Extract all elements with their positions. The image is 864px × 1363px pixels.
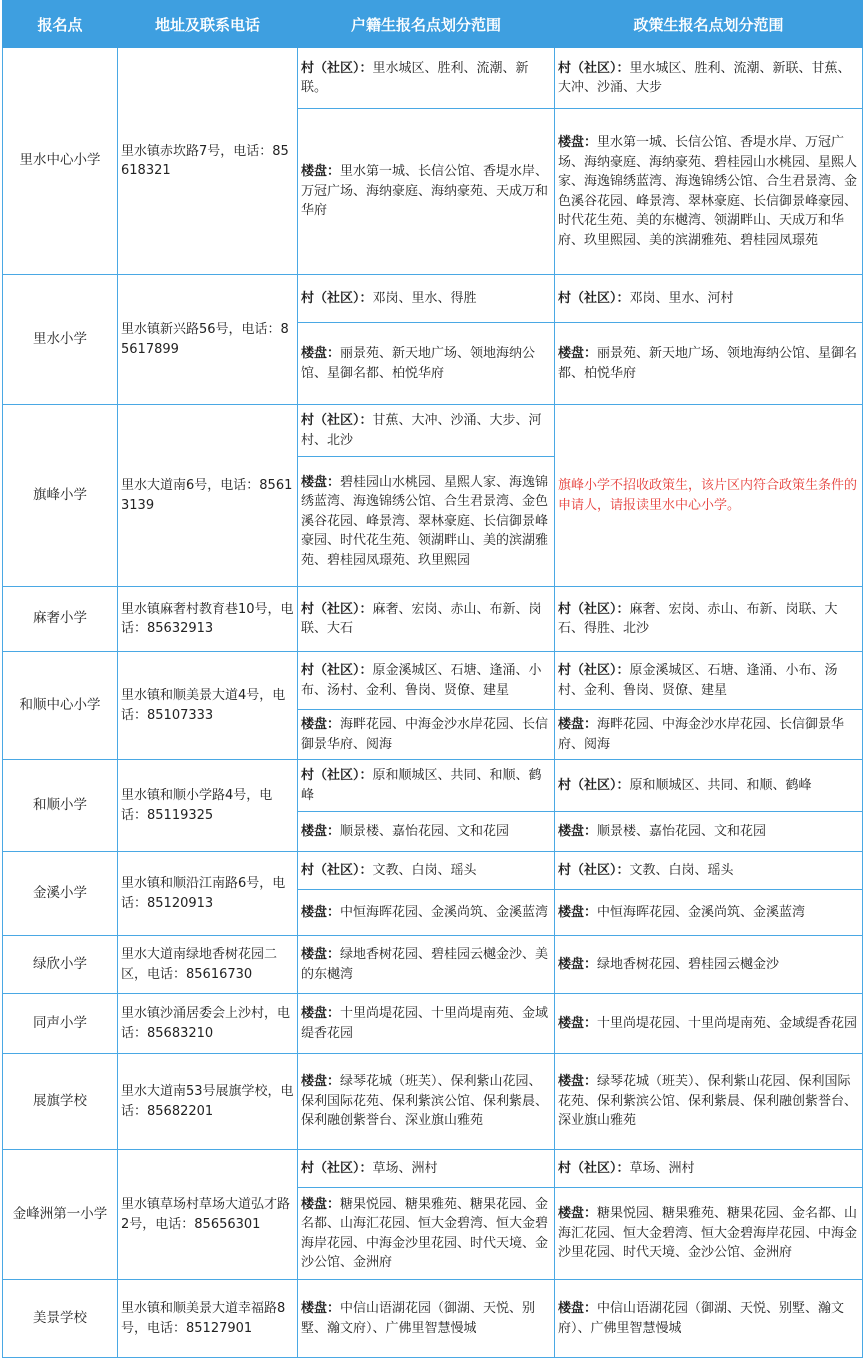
- policy-village: 草场、洲村: [629, 1160, 695, 1176]
- resident-estate-cell: [298, 936, 555, 994]
- estate-label: 楼盘：: [301, 1006, 341, 1021]
- resident-village: 原和顺城区、共同、和顺、鹤峰: [301, 768, 542, 803]
- policy-village-cell: [555, 760, 863, 812]
- header-school: 报名点: [3, 1, 118, 48]
- resident-estate-cell: [298, 994, 555, 1054]
- resident-estate: 丽景苑、新天地广场、领地海纳公馆、星御名都、柏悦华府: [301, 346, 536, 381]
- policy-estate: 中恒海晖花园、金溪尚筑、金溪蓝湾: [597, 904, 806, 920]
- policy-village: 里水城区、胜利、流潮、新联、甘蕉、大冲、沙涌、大步: [558, 60, 851, 95]
- policy-estate: 绿地香树花园、碧桂园云樾金沙: [597, 956, 780, 972]
- school-address: 里水大道南绿地香树花园二区，电话：85616730: [118, 936, 298, 994]
- policy-estate-cell: [555, 323, 863, 405]
- policy-village-cell: [555, 652, 863, 710]
- estate-label: 楼盘：: [301, 1074, 341, 1090]
- policy-estate-cell: [555, 1280, 863, 1358]
- estate-label: 楼盘：: [558, 346, 598, 361]
- enrollment-table: [2, 0, 863, 1358]
- table-row: [3, 1054, 863, 1150]
- policy-estate-cell: [555, 994, 863, 1054]
- policy-estate: 糖果悦园、糖果雅苑、糖果花园、金名都、山海汇花园、恒大金碧湾、恒大金碧海岸花园、中海金沙里花园、时代天境、金沙公馆、金洲府: [558, 1206, 858, 1261]
- estate-label: 楼盘：: [558, 823, 598, 839]
- table-row: [3, 652, 863, 710]
- resident-estate-cell: [298, 710, 555, 760]
- village-label: 村（社区）：: [301, 1160, 373, 1176]
- village-label: 村（社区）：: [301, 862, 373, 878]
- village-label: 村（社区）：: [301, 290, 373, 306]
- header-policy-range: 政策生报名点划分范围: [555, 1, 863, 48]
- school-name: 绿欣小学: [3, 936, 118, 994]
- policy-estate-cell: [555, 109, 863, 275]
- school-address: 里水镇和顺小学路4号，电话：85119325: [118, 760, 298, 852]
- school-name: 里水中心小学: [3, 48, 118, 275]
- resident-estate: 绿琴花城（班芙）、保利紫山花园、保利国际花苑、保利紫滨公馆、保利紫晨、保利融创紫誉台、深业旗山雅苑: [301, 1074, 549, 1129]
- resident-estate-cell: [298, 812, 555, 852]
- school-name: 金溪小学: [3, 852, 118, 936]
- school-address: 里水镇草场村草场大道弘才路2号，电话：85656301: [118, 1150, 298, 1280]
- village-label: 村（社区）：: [301, 413, 373, 428]
- policy-village: 原金溪城区、石塘、逢涌、小布、汤村、金利、鲁岗、贤僚、建星: [558, 663, 838, 698]
- resident-village-cell: [298, 760, 555, 812]
- village-label: 村（社区）：: [558, 290, 630, 306]
- village-label: 村（社区）：: [558, 601, 630, 617]
- policy-note: 旗峰小学不招收政策生，该片区内符合政策生条件的申请人，请报读里水中心小学。: [558, 478, 858, 513]
- school-name: 金峰洲第一小学: [3, 1150, 118, 1280]
- school-name: 和顺小学: [3, 760, 118, 852]
- resident-estate: 中恒海晖花园、金溪尚筑、金溪蓝湾: [340, 904, 549, 920]
- policy-village-cell: [555, 275, 863, 323]
- policy-estate: 中信山语湖花园（御湖、天悦、别墅、瀚文府）、广佛里智慧慢城: [558, 1301, 845, 1336]
- policy-estate: 海畔花园、中海金沙水岸花园、长信御景华府、阅海: [558, 717, 845, 752]
- resident-estate-cell: [298, 1054, 555, 1150]
- estate-label: 楼盘：: [301, 947, 341, 962]
- policy-village: 邓岗、里水、河村: [629, 290, 734, 306]
- resident-village: 文教、白岗、瑶头: [372, 862, 477, 878]
- estate-label: 楼盘：: [558, 1015, 598, 1031]
- table-row: [3, 405, 863, 457]
- school-address: 里水镇沙涌居委会上沙村，电话：85683210: [118, 994, 298, 1054]
- policy-village-cell: [555, 1150, 863, 1188]
- estate-label: 楼盘：: [558, 1074, 598, 1090]
- table-row: [3, 275, 863, 323]
- estate-label: 楼盘：: [301, 717, 341, 732]
- resident-village-cell: [298, 587, 555, 652]
- estate-label: 楼盘：: [558, 904, 598, 920]
- policy-estate-cell: [555, 812, 863, 852]
- resident-village: 邓岗、里水、得胜: [372, 290, 477, 306]
- estate-label: 楼盘：: [301, 904, 341, 920]
- estate-label: 楼盘：: [558, 1206, 598, 1222]
- school-address: 里水镇赤坎路7号，电话：85618321: [118, 48, 298, 275]
- school-address: 里水镇和顺美景大道4号，电话：85107333: [118, 652, 298, 760]
- school-name: 展旗学校: [3, 1054, 118, 1150]
- school-address: 里水镇新兴路56号，电话：85617899: [118, 275, 298, 405]
- estate-label: 楼盘：: [558, 717, 598, 732]
- school-address: 里水镇和顺美景大道幸福路8号，电话：85127901: [118, 1280, 298, 1358]
- school-name: 同声小学: [3, 994, 118, 1054]
- policy-estate-cell: [555, 1188, 863, 1280]
- table-row: [3, 1150, 863, 1188]
- table-row: [3, 1280, 863, 1358]
- resident-village: 甘蕉、大冲、沙涌、大步、河村、北沙: [301, 413, 542, 448]
- estate-label: 楼盘：: [301, 1301, 341, 1316]
- policy-estate-cell: [555, 936, 863, 994]
- village-label: 村（社区）：: [558, 60, 630, 76]
- village-label: 村（社区）：: [301, 663, 373, 678]
- resident-village-cell: [298, 275, 555, 323]
- header-address: 地址及联系电话: [118, 1, 298, 48]
- header-row: [3, 1, 863, 48]
- village-label: 村（社区）：: [301, 60, 373, 76]
- resident-village-cell: [298, 652, 555, 710]
- resident-estate: 中信山语湖花园（御湖、天悦、别墅、瀚文府）、广佛里智慧慢城: [301, 1301, 536, 1336]
- resident-estate: 绿地香树花园、碧桂园云樾金沙、美的东樾湾: [301, 947, 549, 982]
- school-name: 和顺中心小学: [3, 652, 118, 760]
- school-address: 里水镇和顺沿江南路6号，电话：85120913: [118, 852, 298, 936]
- estate-label: 楼盘：: [301, 164, 341, 180]
- resident-estate: 海畔花园、中海金沙水岸花园、长信御景华府、阅海: [301, 717, 549, 752]
- village-label: 村（社区）：: [558, 1160, 630, 1176]
- table-row: [3, 994, 863, 1054]
- village-label: 村（社区）：: [558, 777, 630, 793]
- resident-estate: 顺景楼、嘉怡花园、文和花园: [340, 823, 510, 839]
- policy-village: 麻奢、宏岗、赤山、布新、岗联、大石、得胜、北沙: [558, 601, 838, 636]
- resident-village-cell: [298, 852, 555, 890]
- table-row: [3, 760, 863, 812]
- policy-village-cell: [555, 587, 863, 652]
- estate-label: 楼盘：: [301, 474, 341, 490]
- table-row: [3, 587, 863, 652]
- estate-label: 楼盘：: [301, 346, 341, 361]
- resident-village: 里水城区、胜利、流潮、新联。: [301, 60, 529, 95]
- policy-estate-cell: [555, 890, 863, 936]
- village-label: 村（社区）：: [301, 601, 373, 617]
- resident-estate: 碧桂园山水桃园、星熙人家、海逸锦绣蓝湾、海逸锦绣公馆、合生君景湾、金色溪谷花园、峰景湾、翠林豪庭、长信御景峰豪园、时代花生苑、领湖畔山、美的滨湖雅苑、碧桂园凤璟苑、玖里熙园: [301, 474, 549, 568]
- policy-estate-cell: [555, 1054, 863, 1150]
- table-row: [3, 48, 863, 109]
- village-label: 村（社区）：: [558, 663, 630, 678]
- policy-note-cell: [555, 405, 863, 587]
- resident-estate-cell: [298, 890, 555, 936]
- header-resident-range: 户籍生报名点划分范围: [298, 1, 555, 48]
- policy-village: 原和顺城区、共同、和顺、鹤峰: [629, 777, 812, 793]
- resident-estate: 十里尚堤花园、十里尚堤南苑、金域缇香花园: [301, 1006, 549, 1041]
- village-label: 村（社区）：: [301, 768, 373, 783]
- village-label: 村（社区）：: [558, 862, 630, 878]
- resident-estate-cell: [298, 109, 555, 275]
- resident-estate-cell: [298, 1188, 555, 1280]
- resident-estate: 里水第一城、长信公馆、香堤水岸、万冠广场、海纳豪庭、海纳豪苑、天成万和华府: [301, 164, 549, 219]
- estate-label: 楼盘：: [301, 1196, 341, 1212]
- policy-estate: 十里尚堤花园、十里尚堤南苑、金域缇香花园: [597, 1015, 858, 1031]
- table-row: [3, 936, 863, 994]
- estate-label: 楼盘：: [558, 135, 598, 150]
- school-name: 旗峰小学: [3, 405, 118, 587]
- policy-village-cell: [555, 48, 863, 109]
- school-address: 里水镇麻奢村教育巷10号，电话：85632913: [118, 587, 298, 652]
- table-row: [3, 852, 863, 890]
- school-address: 里水大道南6号，电话：85613139: [118, 405, 298, 587]
- school-name: 麻奢小学: [3, 587, 118, 652]
- estate-label: 楼盘：: [301, 823, 341, 839]
- policy-estate: 顺景楼、嘉怡花园、文和花园: [597, 823, 767, 839]
- policy-estate: 丽景苑、新天地广场、领地海纳公馆、星御名都、柏悦华府: [558, 346, 858, 381]
- school-address: 里水大道南53号展旗学校，电话：85682201: [118, 1054, 298, 1150]
- resident-village: 原金溪城区、石塘、逢涌、小布、汤村、金利、鲁岗、贤僚、建星: [301, 663, 542, 698]
- policy-estate: 里水第一城、长信公馆、香堤水岸、万冠广场、海纳豪庭、海纳豪苑、碧桂园山水桃园、星熙人家、海逸锦绣蓝湾、海逸锦绣公馆、合生君景湾、金色溪谷花园、峰景湾、翠林豪庭、长信御景峰豪园、时代花生苑、美的东樾湾、领湖畔山、天成万和华府、玖里熙园、美的滨湖雅苑、碧桂园凤璟苑: [558, 135, 858, 248]
- school-name: 美景学校: [3, 1280, 118, 1358]
- policy-estate: 绿琴花城（班芙）、保利紫山花园、保利国际花苑、保利紫滨公馆、保利紫晨、保利融创紫誉台、深业旗山雅苑: [558, 1074, 858, 1129]
- resident-estate-cell: [298, 457, 555, 587]
- estate-label: 楼盘：: [558, 956, 598, 972]
- resident-estate: 糖果悦园、糖果雅苑、糖果花园、金名都、山海汇花园、恒大金碧湾、恒大金碧海岸花园、中海金沙里花园、时代天境、金沙公馆、金洲府: [301, 1196, 549, 1270]
- resident-village-cell: [298, 1150, 555, 1188]
- policy-village-cell: [555, 852, 863, 890]
- estate-label: 楼盘：: [558, 1301, 598, 1316]
- resident-village-cell: [298, 48, 555, 109]
- resident-village: 麻奢、宏岗、赤山、布新、岗联、大石: [301, 601, 542, 636]
- policy-village: 文教、白岗、瑶头: [629, 862, 734, 878]
- resident-estate-cell: [298, 1280, 555, 1358]
- school-name: 里水小学: [3, 275, 118, 405]
- resident-estate-cell: [298, 323, 555, 405]
- resident-village-cell: [298, 405, 555, 457]
- resident-village: 草场、洲村: [372, 1160, 438, 1176]
- policy-estate-cell: [555, 710, 863, 760]
